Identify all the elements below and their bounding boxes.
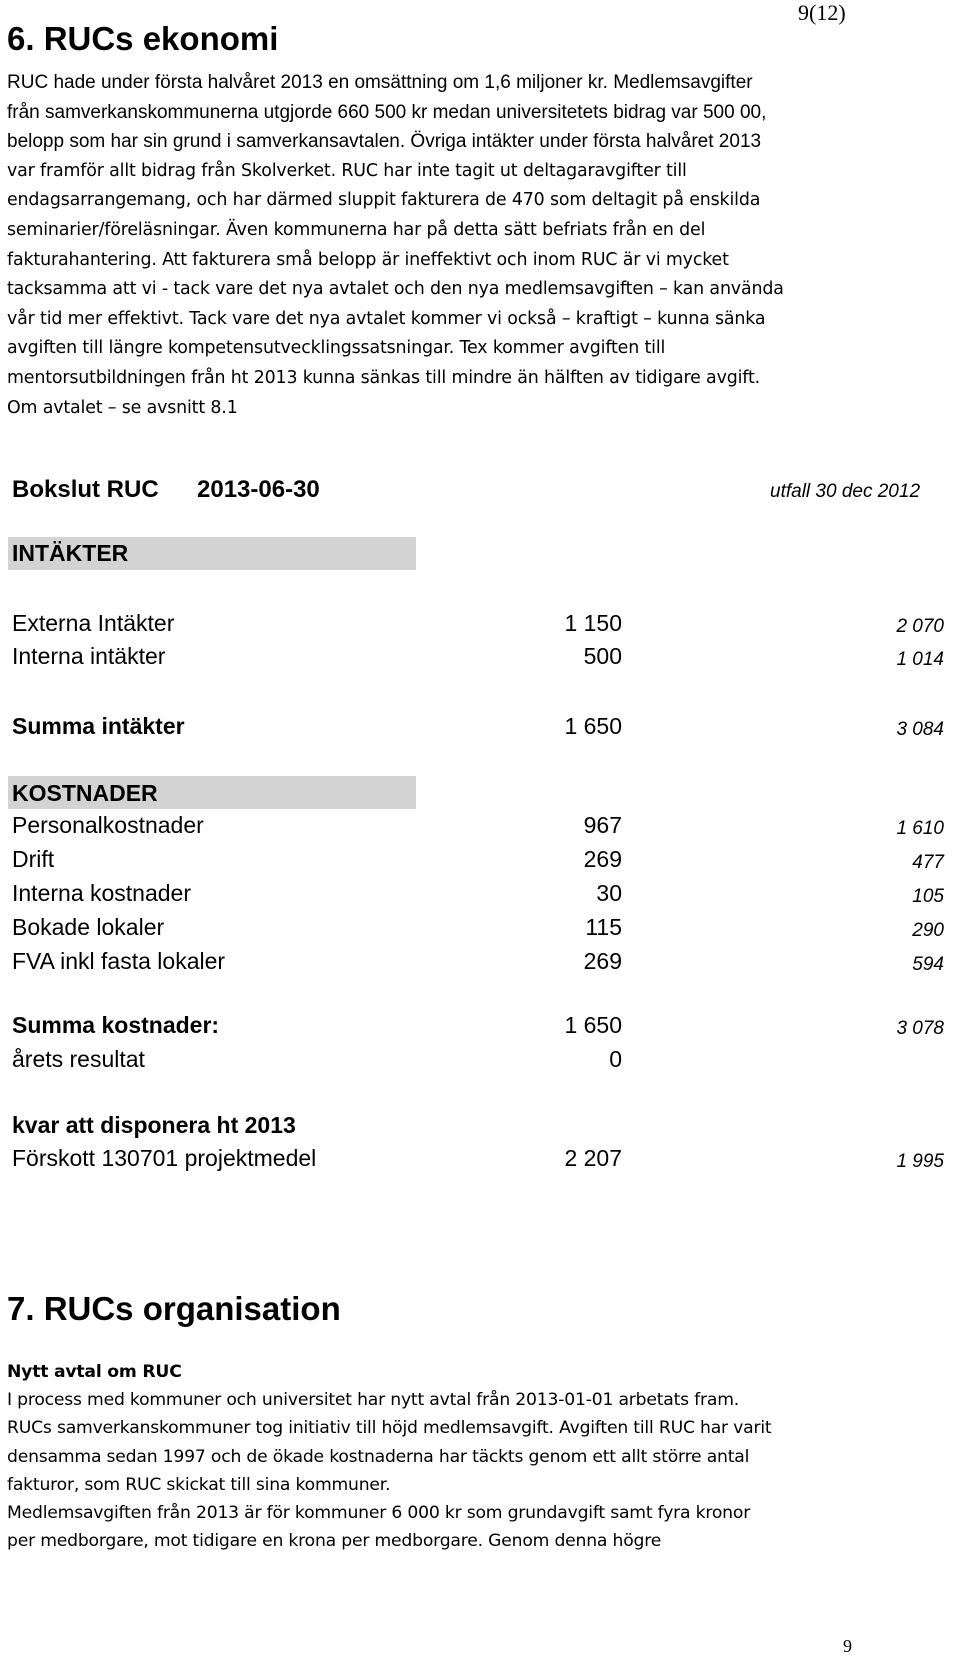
forskott-label: Förskott 130701 projektmedel xyxy=(12,1145,317,1171)
paragraph-line: RUCs samverkanskommuner tog initiativ till höjd medlemsavgift. Avgiften till RUC har varit xyxy=(7,1418,772,1439)
ledger-row-value: 500 xyxy=(583,643,622,669)
paragraph-line: Om avtalet – se avsnitt 8.1 xyxy=(7,397,238,418)
ledger-row-compare: 1 014 xyxy=(896,649,944,670)
ledger-row-compare: 290 xyxy=(912,920,944,941)
summa-kostnader-value: 1 650 xyxy=(564,1012,622,1038)
kvar-att-disponera-heading: kvar att disponera ht 2013 xyxy=(12,1112,296,1138)
kostnader-header: KOSTNADER xyxy=(12,780,158,806)
ledger-row-label: Interna kostnader xyxy=(12,880,192,906)
comparison-column-label: utfall 30 dec 2012 xyxy=(770,481,921,502)
section-7-body xyxy=(7,1358,947,1555)
paragraph-line: mentorsutbildningen från ht 2013 kunna sänkas till mindre än hälften av tidigare avgift. xyxy=(7,367,760,388)
summa-intakter-compare: 3 084 xyxy=(896,719,944,740)
section-6-heading: 6. RUCs ekonomi xyxy=(7,20,279,57)
page-number-top: 9(12) xyxy=(798,0,846,25)
ledger-row-compare: 105 xyxy=(912,886,944,907)
paragraph-line: tacksamma att vi - tack vare det nya avtalet och den nya medlemsavgiften – kan använda xyxy=(7,279,784,300)
paragraph-line: seminarier/föreläsningar. Även kommunerna har på detta sätt befriats från en del xyxy=(7,219,706,240)
summa-kostnader-label: Summa kostnader: xyxy=(12,1012,220,1038)
paragraph-line: fakturor, som RUC skickat till sina kommuner. xyxy=(7,1474,391,1495)
arets-resultat-label: årets resultat xyxy=(12,1046,145,1072)
paragraph-line: Medlemsavgiften från 2013 är för kommuner 6 000 kr som grundavgift samt fyra kronor xyxy=(7,1502,751,1523)
summa-intakter-label: Summa intäkter xyxy=(12,713,185,739)
ledger-row-compare: 594 xyxy=(912,954,944,975)
arets-resultat-value: 0 xyxy=(609,1046,622,1072)
ledger-row-compare: 477 xyxy=(912,852,944,873)
subheading: Nytt avtal om RUC xyxy=(7,1362,182,1382)
paragraph-line: RUC hade under första halvåret 2013 en omsättning om 1,6 miljoner kr. Medlemsavgifter xyxy=(7,72,753,93)
ledger-row-label: Interna intäkter xyxy=(12,643,166,669)
ledger-row-label: FVA inkl fasta lokaler xyxy=(12,948,226,974)
ledger-row-value: 1 150 xyxy=(564,610,622,636)
paragraph-line: densamma sedan 1997 och de ökade kostnaderna har täckts genom ett allt större antal xyxy=(7,1446,750,1467)
paragraph-line: endagsarrangemang, och har därmed sluppit fakturera de 470 som deltagit på enskilda xyxy=(7,190,761,211)
paragraph-line: per medborgare, mot tidigare en krona per medborgare. Genom denna högre xyxy=(7,1531,662,1552)
section-7-heading: 7. RUCs organisation xyxy=(7,1290,341,1327)
ledger-row-label: Personalkostnader xyxy=(12,812,204,838)
summa-intakter-value: 1 650 xyxy=(564,713,622,739)
ledger-row-value: 269 xyxy=(583,948,622,974)
ledger-row-value: 115 xyxy=(585,914,622,940)
ledger-row-value: 30 xyxy=(596,880,622,906)
ledger-row-label: Drift xyxy=(12,846,55,872)
ledger-row-label: Bokade lokaler xyxy=(12,914,165,940)
paragraph-line: fakturahantering. Att fakturera små belopp är ineffektivt och inom RUC är vi mycket xyxy=(7,249,729,270)
ledger-row-value: 967 xyxy=(583,812,622,838)
paragraph-line: belopp som har sin grund i samverkansavtalen. Övriga intäkter under första halvåret 2013 xyxy=(7,131,762,153)
ledger-row-value: 269 xyxy=(583,846,622,872)
summa-kostnader-compare: 3 078 xyxy=(896,1018,944,1039)
paragraph-line: avgiften till längre kompetensutvecklingssatsningar. Tex kommer avgiften till xyxy=(7,338,666,359)
intakter-header: INTÄKTER xyxy=(12,540,129,566)
ledger-row-compare: 2 070 xyxy=(896,616,944,637)
paragraph-line: från samverkanskommunerna utgjorde 660 500 kr medan universitetets bidrag var 500 00, xyxy=(7,101,767,123)
ledger-row-compare: 1 610 xyxy=(896,818,944,839)
forskott-compare: 1 995 xyxy=(896,1151,944,1172)
ledger-row-label: Externa Intäkter xyxy=(12,610,175,636)
bokslut-title: Bokslut RUC xyxy=(12,476,159,503)
paragraph-line: var framför allt bidrag från Skolverket. RUC har inte tagit ut deltagaravgifter till xyxy=(7,160,687,181)
bokslut-date: 2013-06-30 xyxy=(197,476,320,503)
paragraph-line: vår tid mer effektivt. Tack vare det nya avtalet kommer vi också – kraftigt – kunna sänka xyxy=(7,308,766,329)
paragraph-line: I process med kommuner och universitet har nytt avtal från 2013-01-01 arbetats fram. xyxy=(7,1390,740,1411)
forskott-value: 2 207 xyxy=(564,1145,622,1171)
page-number-bottom: 9 xyxy=(843,1636,852,1656)
